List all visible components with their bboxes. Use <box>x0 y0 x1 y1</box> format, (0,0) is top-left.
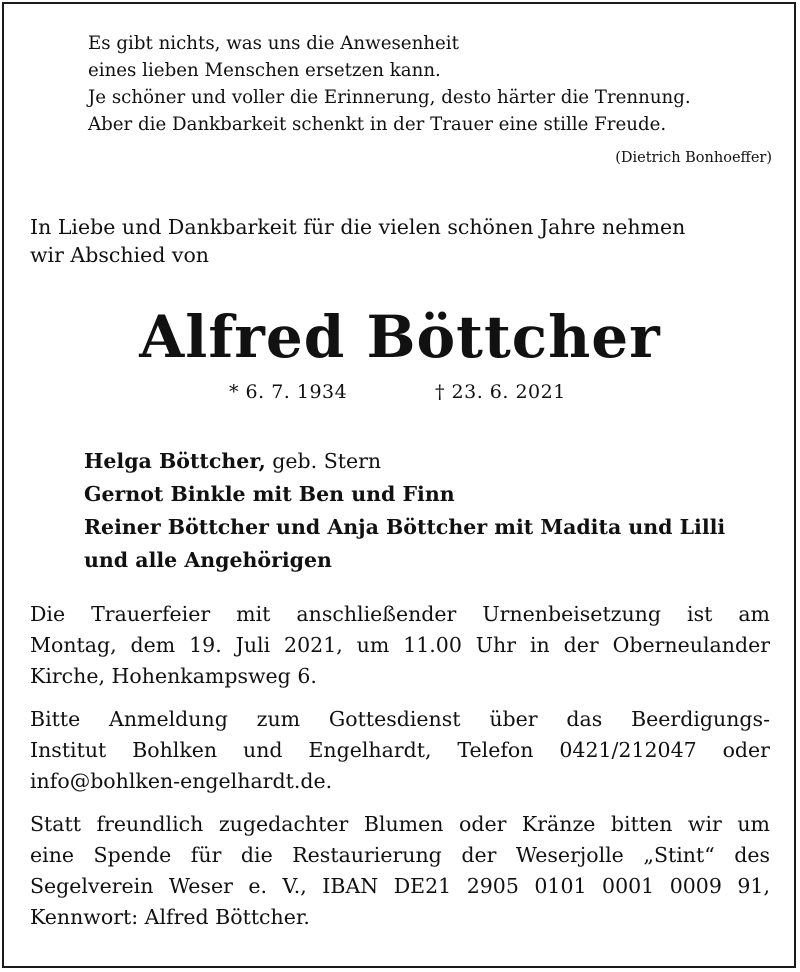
paragraph-line: Segelverein Weser e. V., IBAN DE21 2905 0101 0001 0009 91, <box>30 874 770 898</box>
mourner-name: Helga Böttcher, <box>84 449 266 473</box>
paragraph-line: Die Trauerfeier mit anschließender Urnenbeisetzung ist am <box>30 602 770 626</box>
paragraph-line: Institut Bohlken und Engelhardt, Telefon 0421/212047 oder <box>30 738 770 762</box>
paragraph-line: Statt freundlich zugedachter Blumen oder Kränze bitten wir um <box>30 812 770 836</box>
mourner-line: Reiner Böttcher und Anja Böttcher mit Madita und Lilli <box>84 515 726 539</box>
paragraph-line: Montag, dem 19. Juli 2021, um 11.00 Uhr in der Oberneulander <box>30 633 770 657</box>
paragraph-line: Bitte Anmeldung zum Gottesdienst über das Beerdigungs- <box>30 707 770 731</box>
quote-line: eines lieben Menschen ersetzen kann. <box>88 60 441 81</box>
intro-text <box>30 213 770 269</box>
paragraph-line: Kirche, Hohenkampsweg 6. <box>30 664 317 688</box>
donation-paragraph <box>30 809 770 933</box>
mourner-line: Gernot Binkle mit Ben und Finn <box>84 482 455 506</box>
intro-line: In Liebe und Dankbarkeit für die vielen schönen Jahre nehmen <box>30 215 686 239</box>
registration-paragraph <box>30 704 770 797</box>
death-date: † 23. 6. 2021 <box>435 381 566 403</box>
quote-author: (Dietrich Bonhoeffer) <box>615 150 772 166</box>
mourner-maiden-name: geb. Stern <box>265 449 382 473</box>
quote-line: Aber die Dankbarkeit schenkt in der Trauer eine stille Freude. <box>88 114 667 135</box>
paragraph-line: info@bohlken-engelhardt.de. <box>30 769 333 793</box>
paragraph-line: Kennwort: Alfred Böttcher. <box>30 905 310 929</box>
funeral-paragraph <box>30 599 770 692</box>
paragraph-line: eine Spende für die Restaurierung der Weserjolle „Stint“ des <box>30 843 770 867</box>
intro-line: wir Abschied von <box>30 243 210 267</box>
mourner-line <box>84 445 784 478</box>
quote-line: Je schöner und voller die Erinnerung, desto härter die Trennung. <box>88 87 691 108</box>
deceased-name: Alfred Böttcher <box>139 303 661 371</box>
mourner-line: und alle Angehörigen <box>84 548 332 572</box>
birth-date: * 6. 7. 1934 <box>229 381 348 403</box>
quote-line: Es gibt nichts, was uns die Anwesenheit <box>88 33 459 54</box>
quote-block <box>88 30 778 138</box>
mourners-list <box>84 445 784 577</box>
